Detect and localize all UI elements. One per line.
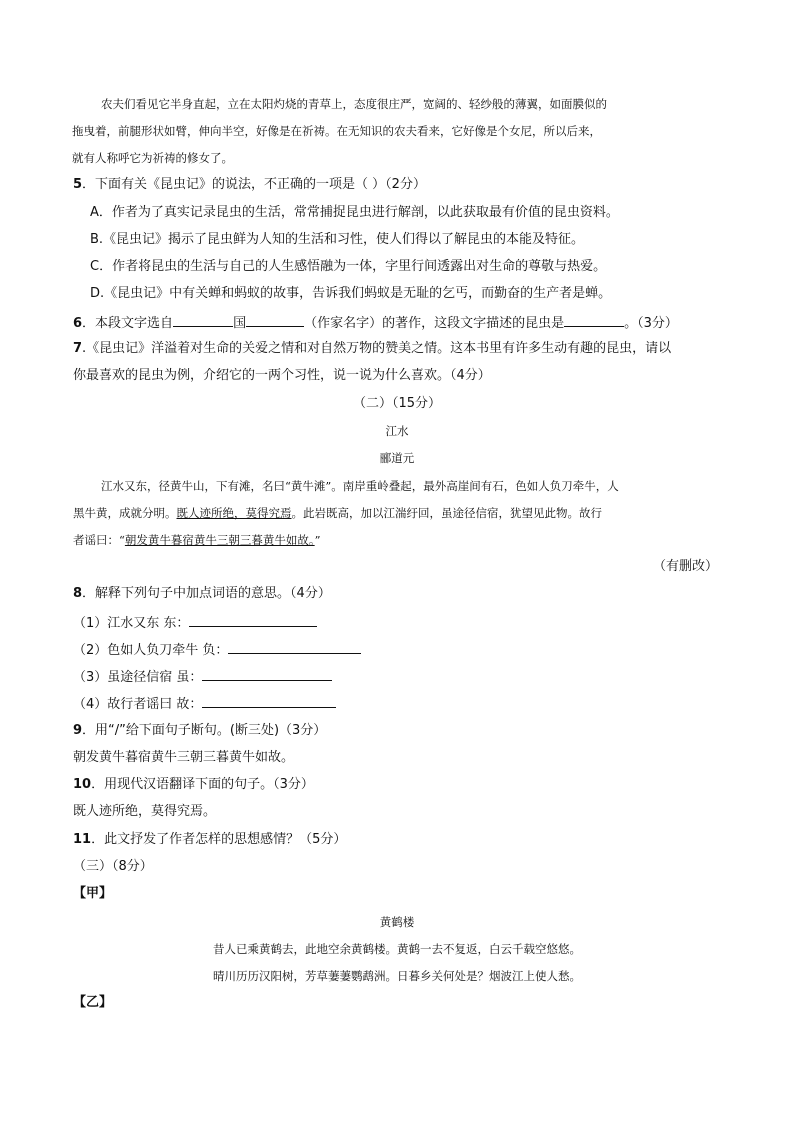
option-c: C．作者将昆虫的生活与自己的人生感悟融为一体，字里行间透露出对生命的尊敬与热爱。 [90,259,607,274]
answer-blank[interactable] [202,694,336,708]
passage-text: ” [314,533,321,547]
passage-line-1: 江水又东，径黄牛山，下有滩，名曰“黄牛滩”。南岸重岭叠起，最外高崖间有石，色如人负刀牵牛，人 [101,479,619,493]
question-number: 6 [73,316,83,331]
poem-line-2: 晴川历历汉阳树，芳草萋萋鹦鹉洲。日暮乡关何处是？烟波江上使人愁。 [213,969,581,983]
question-5 [73,176,426,194]
answer-blank[interactable] [202,667,332,681]
option-a: A．作者为了真实记录昆虫的生活，常常捕捉昆虫进行解剖，以此获取最有价值的昆虫资料。 [90,205,619,220]
section-2-heading: （二）（15分） [352,396,442,411]
question-8 [73,585,331,603]
question-number: 7 [73,341,83,356]
intro-line-1: 农夫们看见它半身直起，立在太阳灼烧的青草上，态度很庄严，宽阔的、轻纱般的薄翼，如面膜似的 [101,97,607,111]
question-stem: ．此文抒发了作者怎样的思想感情？（5分） [91,832,347,847]
poem-title: 黄鹤楼 [379,915,415,929]
passage-text: 黑牛黄，成就分明。 [73,506,177,520]
answer-blank-author[interactable] [246,313,304,327]
poem-line-1: 昔人已乘黄鹤去，此地空余黄鹤楼。黄鹤一去不复返，白云千载空悠悠。 [213,942,581,956]
item-label: （1）江水又东 东： [73,616,190,631]
question-number: 5 [73,177,83,192]
question-number: 8 [73,586,83,601]
answer-blank-country[interactable] [173,313,233,327]
passage-line-2 [73,504,602,522]
q9-sentence: 朝发黄牛暮宿黄牛三朝三暮黄牛如故。 [73,750,295,765]
item-label: （2）色如人负刀牵牛 负： [73,643,229,658]
passage-title: 江水 [385,424,409,438]
question-stem: ．用“/”给下面句子断句。(断三处)（3分） [82,723,327,738]
question-stem: （作家名字）的著作，这段文字描述的昆虫是 [304,316,565,331]
label-jia: 【甲】 [73,886,113,901]
answer-blank[interactable] [228,640,361,654]
answer-blank-insect[interactable] [564,313,624,327]
question-stem: ．本段文字选自 [82,316,174,331]
intro-line-3: 就有人称呼它为祈祷的修女了。 [72,151,233,165]
answer-blank[interactable] [189,613,317,627]
q8-item-4 [73,694,336,714]
item-label: （3）虽途径信宿 虽： [73,670,203,685]
option-b: B.《昆虫记》揭示了昆虫鲜为人知的生活和习性，使人们得以了解昆虫的本能及特征。 [90,232,585,247]
option-d: D.《昆虫记》中有关蝉和蚂蚁的故事，告诉我们蚂蚁是无耻的乞丐，而勤奋的生产者是蝉。 [90,286,612,301]
question-9 [73,722,326,740]
passage-text: 。此岩既高，加以江湍纡回，虽途径信宿，犹望见此物。故行 [291,506,602,520]
q8-item-1 [73,613,317,633]
question-stem: .《昆虫记》洋溢着对生命的关爱之情和对自然万物的赞美之情。这本书里有许多生动有趣的昆虫，请以 [82,341,672,356]
question-6 [73,313,678,333]
question-7 [73,340,671,358]
question-11 [73,831,346,849]
q8-item-2 [73,640,361,660]
question-number: 9 [73,723,83,738]
question-7-line-2: 你最喜欢的昆虫为例，介绍它的一两个习性，说一说为什么喜欢。（4分） [73,368,491,383]
intro-line-2: 拖曳着，前腿形状如臂，伸向半空，好像是在祈祷。在无知识的农夫看来，它好像是个女尼，所以后来， [72,124,601,138]
item-label: （4）故行者谣曰 故： [73,697,203,712]
passage-text: 者谣曰：“ [73,533,125,547]
underlined-sentence: 朝发黄牛暮宿黄牛三朝三暮黄牛如故。 [124,533,315,547]
q8-item-3 [73,667,332,687]
question-stem: 。（3分） [624,316,678,331]
underlined-sentence: 既人迹所绝，莫得究焉 [176,506,292,520]
section-3-heading: （三）（8分） [73,859,153,874]
question-number: 10 [73,777,92,792]
question-stem: 国 [233,316,247,331]
q10-sentence: 既人迹所绝，莫得究焉。 [73,804,217,819]
question-number: 11 [73,832,92,847]
passage-author: 郦道元 [379,451,415,465]
question-stem: ．下面有关《昆虫记》的说法，不正确的一项是（ ）（2分） [82,177,426,192]
question-stem: ．用现代汉语翻译下面的句子。（3分） [91,777,314,792]
question-10 [73,776,314,794]
passage-line-3 [73,531,321,549]
question-stem: ．解释下列句子中加点词语的意思。（4分） [82,586,331,601]
source-note: （有删改） [652,559,718,574]
label-yi: 【乙】 [73,995,113,1010]
